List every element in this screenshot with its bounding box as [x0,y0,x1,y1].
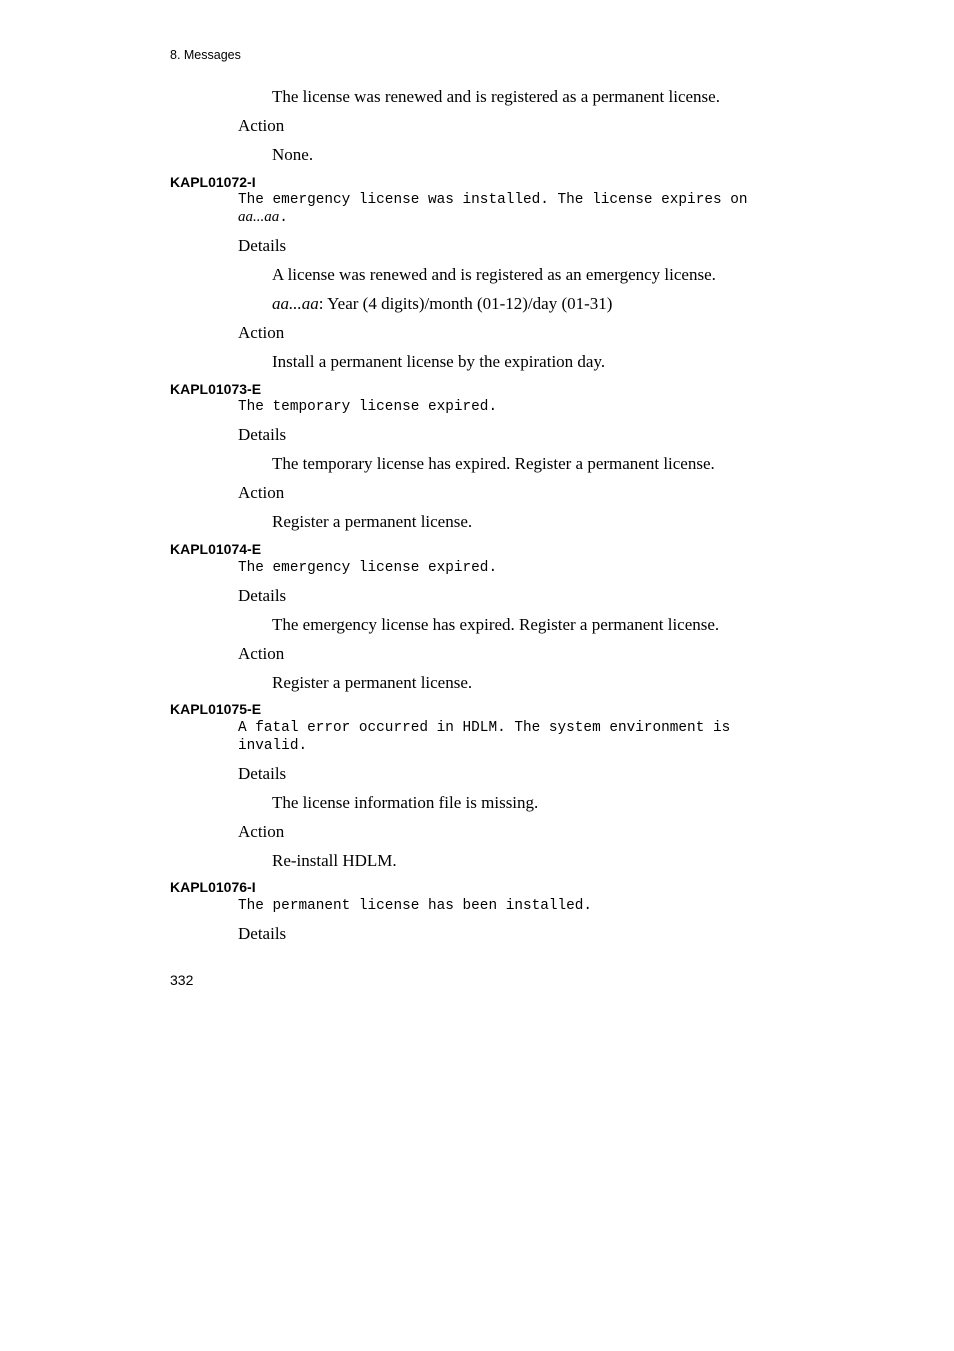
message-text-line2: invalid. [238,738,308,754]
message-id: KAPL01076-I [170,879,256,895]
message-id: KAPL01074-E [170,541,262,557]
variable-name: aa...aa [272,294,319,313]
action-text: Register a permanent license. [272,673,473,692]
details-label: Details [238,764,287,783]
action-label: Action [238,483,285,502]
details-text: A license was renewed and is registered as an emergency license. [272,265,716,284]
message-text-line1: A fatal error occurred in HDLM. The system environment is [238,720,731,736]
message-text-line2 [238,209,288,226]
page-number: 332 [170,972,194,988]
message-text: The permanent license has been installed. [238,898,593,914]
variable-description [272,294,612,314]
running-header: 8. Messages [170,48,241,62]
variable-meaning: : Year (4 digits)/month (01-12)/day (01-31) [318,294,613,313]
intro-details-text: The license was renewed and is registered as a permanent license. [272,87,720,106]
message-id: KAPL01075-E [170,701,262,717]
message-period: . [279,210,288,226]
details-label: Details [238,924,287,943]
action-text: Re-install HDLM. [272,851,397,870]
action-text: Install a permanent license by the expiration day. [272,352,606,371]
message-text-line1: The emergency license was installed. The license expires on [238,192,748,208]
details-label: Details [238,425,287,444]
details-text: The license information file is missing. [272,793,539,812]
details-text: The temporary license has expired. Register a permanent license. [272,454,715,473]
intro-action-label: Action [238,116,285,135]
message-id: KAPL01072-I [170,174,256,190]
action-text: Register a permanent license. [272,512,473,531]
details-label: Details [238,236,287,255]
details-text: The emergency license has expired. Register a permanent license. [272,615,720,634]
message-variable: aa...aa [238,209,280,225]
action-label: Action [238,822,285,841]
action-label: Action [238,323,285,342]
details-label: Details [238,586,287,605]
intro-action-text: None. [272,145,314,164]
message-text: The temporary license expired. [238,399,498,415]
message-id: KAPL01073-E [170,381,262,397]
action-label: Action [238,644,285,663]
message-text: The emergency license expired. [238,560,498,576]
